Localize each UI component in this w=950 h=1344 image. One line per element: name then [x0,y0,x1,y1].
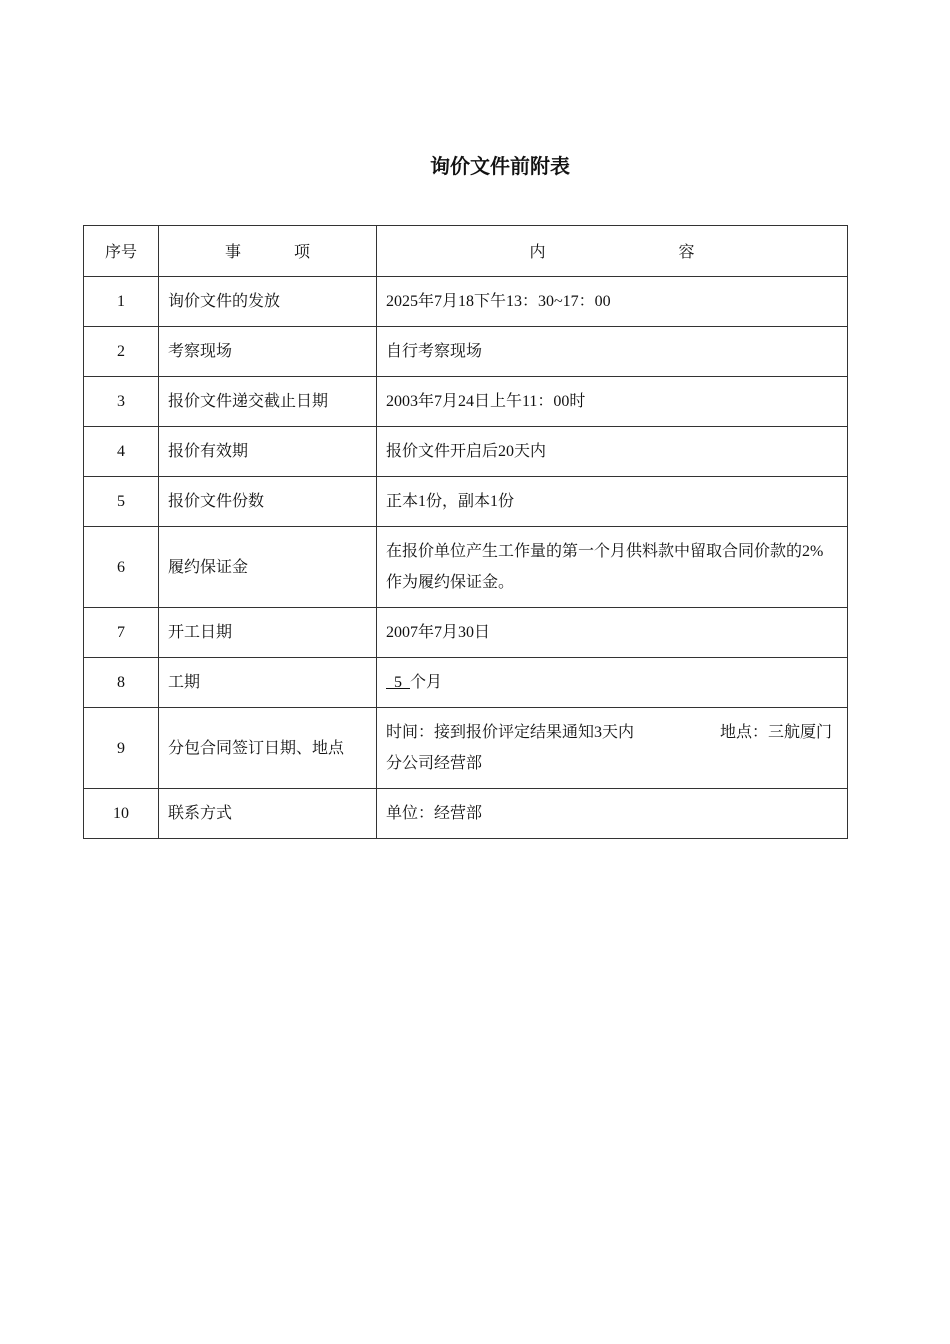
duration-unit: 个月 [410,674,443,691]
row-num: 7 [84,608,159,658]
table-row [84,658,848,708]
table-row [84,477,848,527]
row-num: 2 [84,327,159,377]
row-item: 考察现场 [159,327,377,377]
row-item: 开工日期 [159,608,377,658]
row-content: 自行考察现场 [377,327,848,377]
row-num: 6 [84,527,159,608]
duration-value: 5 [386,674,410,691]
row-num: 3 [84,377,159,427]
header-content: 内 容 [377,226,848,277]
table-row [84,608,848,658]
row-content: 在报价单位产生工作量的第一个月供料款中留取合同价款的2%作为履约保证金。 [377,527,848,608]
row-content: 单位：经营部 [377,789,848,839]
row-item: 分包合同签订日期、地点 [159,708,377,789]
row-item: 联系方式 [159,789,377,839]
row-content: 正本1份，副本1份 [377,477,848,527]
contract-place: 地点：三航厦门分公司经营部 [386,724,833,772]
table-row [84,427,848,477]
row-num: 10 [84,789,159,839]
contract-time: 时间：接到报价评定结果通知3天内 [386,724,635,741]
row-item: 报价文件份数 [159,477,377,527]
row-num: 8 [84,658,159,708]
row-num: 5 [84,477,159,527]
table-header-row [84,226,848,277]
row-content: 2003年7月24日上午11：00时 [377,377,848,427]
row-content [377,708,848,789]
row-num: 4 [84,427,159,477]
row-item: 询价文件的发放 [159,277,377,327]
attachment-table [83,225,848,839]
table-row [84,327,848,377]
row-item: 报价有效期 [159,427,377,477]
row-content [377,658,848,708]
row-content: 2025年7月18下午13：30~17：00 [377,277,848,327]
table-row [84,789,848,839]
header-item: 事 项 [159,226,377,277]
page-title: 询价文件前附表 [430,154,570,178]
header-num: 序号 [84,226,159,277]
row-num: 1 [84,277,159,327]
row-content: 报价文件开启后20天内 [377,427,848,477]
table-row [84,277,848,327]
row-item: 履约保证金 [159,527,377,608]
row-item: 工期 [159,658,377,708]
table-row [84,708,848,789]
table-row [84,377,848,427]
row-item: 报价文件递交截止日期 [159,377,377,427]
row-num: 9 [84,708,159,789]
row-content: 2007年7月30日 [377,608,848,658]
table-row [84,527,848,608]
